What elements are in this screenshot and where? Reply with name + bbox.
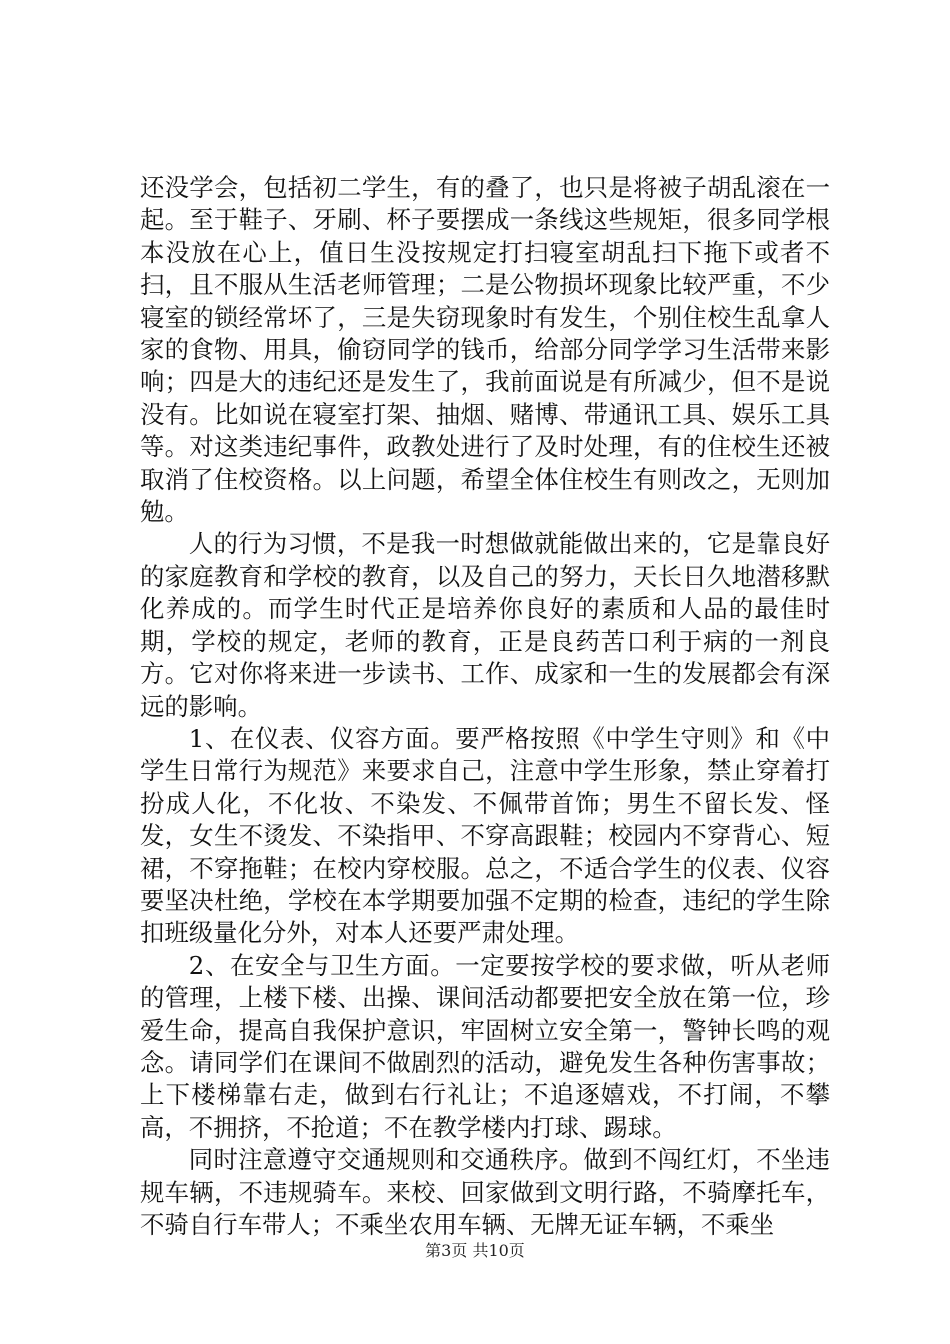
paragraph-behavior-habits: 人的行为习惯，不是我一时想做就能做出来的，它是靠良好的家庭教育和学校的教育，以及自己的努力，天长日久地潜移默化养成的。而学生时代正是培养你良好的素质和人品的最佳时期，学校的规定，老师的教育，正是良药苦口利于病的一剂良方。它对你将来进一步读书、工作、成家和一生的发展都会有深远的影响。 <box>140 529 830 721</box>
page-number-footer: 第3页 共10页 <box>425 1241 525 1260</box>
document-body <box>140 172 830 1241</box>
paragraph-safety-hygiene: 2、在安全与卫生方面。一定要按学校的要求做，听从老师的管理，上楼下楼、出操、课间活动都要把安全放在第一位，珍爱生命，提高自我保护意识，牢固树立安全第一，警钟长鸣的观念。请同学们在课间不做剧烈的活动，避免发生各种伤害事故；上下楼梯靠右走，做到右行礼让；不追逐嬉戏，不打闹，不攀高，不拥挤，不抢道；不在教学楼内打球、踢球。 <box>140 950 830 1142</box>
paragraph-dormitory-issues: 还没学会，包括初二学生，有的叠了，也只是将被子胡乱滚在一起。至于鞋子、牙刷、杯子要摆成一条线这些规矩，很多同学根本没放在心上，值日生没按规定打扫寝室胡乱扫下拖下或者不扫，且不服从生活老师管理；二是公物损坏现象比较严重，不少寝室的锁经常坏了，三是失窃现象时有发生，个别住校生乱拿人家的食物、用具，偷窃同学的钱币，给部分同学学习生活带来影响；四是大的违纪还是发生了，我前面说是有所减少，但不是说没有。比如说在寝室打架、抽烟、赌博、带通讯工具、娱乐工具等。对这类违纪事件，政教处进行了及时处理，有的住校生还被取消了住校资格。以上问题，希望全体住校生有则改之，无则加勉。 <box>140 173 830 527</box>
paragraph-appearance-rules: 1、在仪表、仪容方面。要严格按照《中学生守则》和《中学生日常行为规范》来要求自己，注意中学生形象，禁止穿着打扮成人化，不化妆、不染发、不佩带首饰；男生不留长发、怪发，女生不烫发、不染指甲、不穿高跟鞋；校园内不穿背心、短裙，不穿拖鞋；在校内穿校服。总之，不适合学生的仪表、仪容要坚决杜绝，学校在本学期要加强不定期的检查，违纪的学生除扣班级量化分外，对本人还要严肃处理。 <box>140 723 830 948</box>
paragraph-traffic-rules: 同时注意遵守交通规则和交通秩序。做到不闯红灯，不坐违规车辆，不违规骑车。来校、回家做到文明行路，不骑摩托车，不骑自行车带人；不乘坐农用车辆、无牌无证车辆，不乘坐 <box>140 1145 830 1239</box>
